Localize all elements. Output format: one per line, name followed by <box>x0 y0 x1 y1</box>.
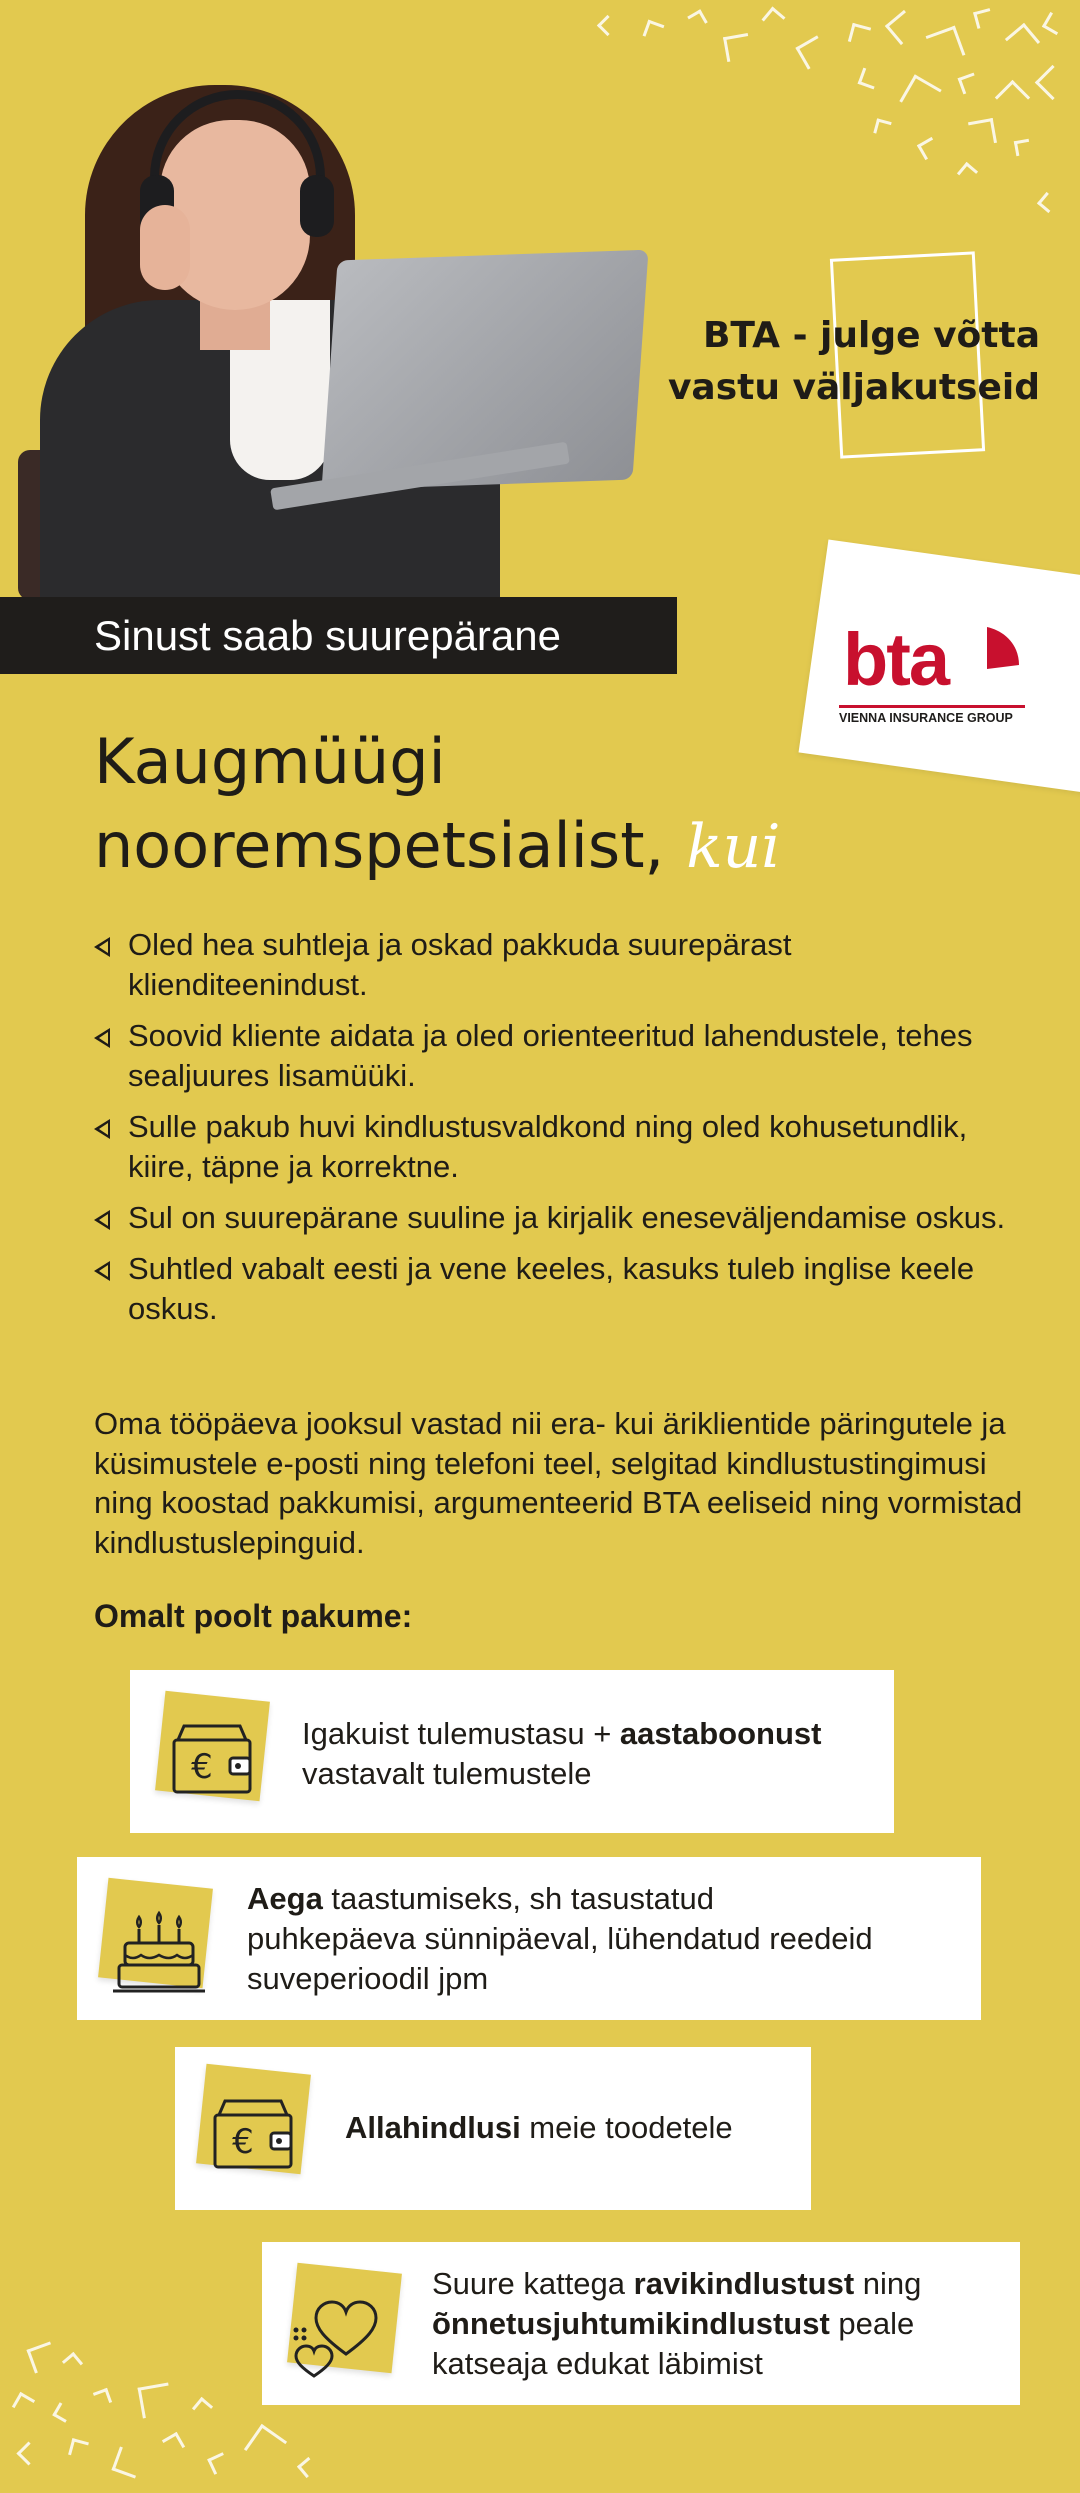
triangle-bullet-icon <box>94 1119 110 1139</box>
hearts-icon <box>284 2284 394 2384</box>
offer-text <box>345 2108 805 2148</box>
offer-card <box>175 2047 811 2210</box>
list-item-text: Suhtled vabalt eesti ja vene keeles, kasuks tuleb inglise keele oskus. <box>128 1251 975 1326</box>
offer-text-bold: aastaboonust <box>619 1716 822 1751</box>
list-item <box>94 1198 1014 1238</box>
sail-icon <box>983 625 1023 673</box>
offer-text-part: ning <box>854 2266 922 2301</box>
triangle-bullet-icon <box>94 1261 110 1281</box>
list-item <box>94 1016 1014 1096</box>
headset-earcup-right <box>300 175 334 237</box>
triangle-bullet-icon <box>94 937 110 957</box>
list-item-text: Sulle pakub huvi kindlustusvaldkond ning oled kohusetundlik, kiire, täpne ja korrektne. <box>128 1109 968 1184</box>
tagline-line-2: vastu väljakutseid <box>667 367 1040 408</box>
offer-text-part: meie toodetele <box>520 2110 733 2145</box>
list-item-text: Sul on suurepärane suuline ja kirjalik eneseväljendamise oskus. <box>128 1200 1006 1235</box>
offer-text-bold: Allahindlusi <box>345 2110 521 2145</box>
offer-title: Omalt poolt pakume: <box>94 1598 413 1634</box>
svg-text:€: € <box>191 1747 213 1787</box>
offer-text-part: peale <box>829 2306 915 2341</box>
list-item-text: Soovid kliente aidata ja oled orienteeritud lahendustele, tehes sealjuures lisamüüki. <box>128 1018 973 1093</box>
offer-text <box>432 2264 1012 2384</box>
offer-text-part: Igakuist tulemustasu + <box>302 1716 620 1751</box>
offer-text-part: taastumiseks, sh tasustatud <box>322 1881 714 1916</box>
offer-text-part: Suure kattega <box>432 2266 634 2301</box>
offer-card <box>262 2242 1020 2405</box>
bta-logo <box>835 615 1035 735</box>
banner: Sinust saab suurepärane <box>0 597 677 674</box>
list-item <box>94 1107 1014 1187</box>
offer-card <box>77 1857 981 2020</box>
logo-subtitle: VIENNA INSURANCE GROUP <box>839 711 1013 725</box>
list-item <box>94 1249 1014 1329</box>
tagline-line-1: BTA - julge võtta <box>702 315 1040 356</box>
list-item-text: Oled hea suhtleja ja oskad pakkuda suurepärast klienditeenindust. <box>128 927 792 1002</box>
wallet-euro-icon <box>203 2085 303 2175</box>
offer-text-bold: ravikindlustust <box>633 2266 855 2301</box>
job-title-text: nooremspetsialist, <box>94 809 665 882</box>
triangle-bullet-icon <box>94 1028 110 1048</box>
offer-text-bold: õnnetusjuhtumikindlustust <box>432 2306 830 2341</box>
logo-divider <box>839 705 1025 708</box>
offer-text-part: puhkepäeva sünnipäeval, lühendatud reedeid <box>247 1921 873 1956</box>
hand-shape <box>140 205 190 290</box>
requirements-list <box>94 925 1014 1340</box>
job-title <box>94 720 994 889</box>
job-title-line-1: Kaugmüügi <box>94 725 446 798</box>
list-item <box>94 925 1014 1005</box>
offer-text-bold: Aega <box>247 1881 323 1916</box>
triangle-bullet-icon <box>94 1210 110 1230</box>
wallet-euro-icon <box>162 1710 262 1800</box>
svg-text:€: € <box>232 2122 254 2162</box>
offer-text-part: vastavalt tulemustele <box>302 1756 592 1791</box>
logo-wordmark: bta <box>843 618 948 701</box>
offer-text-part: suveperioodil jpm <box>247 1961 489 1996</box>
birthday-cake-icon <box>109 1899 209 1999</box>
job-description: Oma tööpäeva jooksul vastad nii era- kui äriklientide päringutele ja küsimustele e-posti ning telefoni teel, selgitad kindlustustingimusi ning koostad pakkumisi, argumenteerid BTA eeliseid ning vormistad kindlustuslepinguid. <box>94 1406 1023 1560</box>
hero-photo <box>0 0 680 600</box>
offer-text <box>302 1714 882 1794</box>
tagline <box>620 310 1040 414</box>
offer-text <box>247 1879 967 1999</box>
offer-card <box>130 1670 894 1833</box>
offer-text-part: katseaja edukat läbimist <box>432 2346 763 2381</box>
job-title-line-2 <box>94 804 994 889</box>
job-title-accent: kui <box>686 812 781 882</box>
